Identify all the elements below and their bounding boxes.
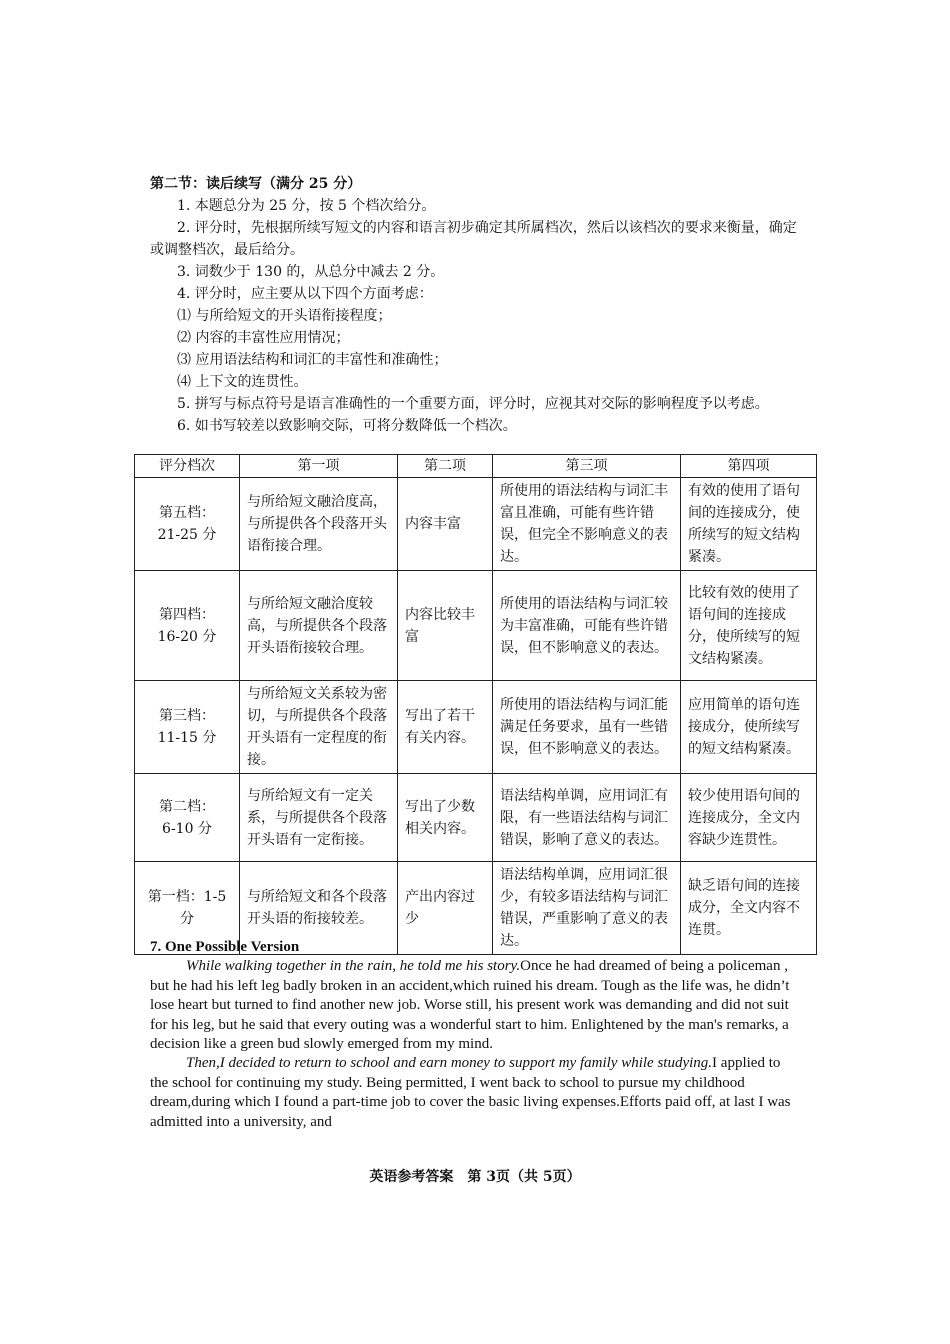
header-level: 评分档次 xyxy=(135,455,240,478)
table-row xyxy=(135,478,817,571)
level-cell: 第五档： 21-25 分 xyxy=(135,478,240,571)
criteria-cell: 比较有效的使用了语句间的连接成分，使所续写的短文结构紧凑。 xyxy=(681,571,817,681)
criteria-cell: 应用简单的语句连接成分，使所续写的短文结构紧凑。 xyxy=(681,681,817,774)
table-row xyxy=(135,774,817,862)
sample-paragraph-1 xyxy=(150,957,800,1054)
rule-3: 3. 词数少于 130 的，从总分中减去 2 分。 xyxy=(177,264,445,280)
rule-1: 1. 本题总分为 25 分，按 5 个档次给分。 xyxy=(177,198,436,214)
table-row xyxy=(135,571,817,681)
paragraph-1-opening: While walking together in the rain, he told me his story. xyxy=(186,958,521,975)
criteria-cell: 内容丰富 xyxy=(398,478,493,571)
level-cell: 第二档： 6-10 分 xyxy=(135,774,240,862)
rule-6: 6. 如书写较差以致影响交际，可将分数降低一个档次。 xyxy=(177,418,517,434)
criteria-cell: 与所给短文关系较为密切，与所提供各个段落开头语有一定程度的衔接。 xyxy=(240,681,398,774)
rule-5: 5. 拼写与标点符号是语言准确性的一个重要方面，评分时，应视其对交际的影响程度予以考虑。 xyxy=(177,396,769,412)
criteria-cell: 所使用的语法结构与词汇丰富且准确，可能有些许错误，但完全不影响意义的表达。 xyxy=(493,478,681,571)
scoring-section xyxy=(150,173,810,437)
criteria-cell: 与所给短文融洽度较高，与所提供各个段落开头语衔接较合理。 xyxy=(240,571,398,681)
header-item-2: 第二项 xyxy=(398,455,493,478)
aspect-3: ⑶ 应用语法结构和词汇的丰富性和准确性； xyxy=(177,352,448,368)
scoring-rubric-table xyxy=(134,454,817,955)
sample-essay xyxy=(150,938,800,1132)
criteria-cell: 写出了少数相关内容。 xyxy=(398,774,493,862)
header-item-1: 第一项 xyxy=(240,455,398,478)
criteria-cell: 所使用的语法结构与词汇能满足任务要求，虽有一些错误，但不影响意义的表达。 xyxy=(493,681,681,774)
section-title: 第二节：读后续写（满分 25 分） xyxy=(150,176,362,192)
header-item-4: 第四项 xyxy=(681,455,817,478)
criteria-cell: 缺乏语句间的连接成分，全文内容不连贯。 xyxy=(681,862,817,955)
criteria-cell: 与所给短文融洽度高，与所提供各个段落开头语衔接合理。 xyxy=(240,478,398,571)
criteria-cell: 与所给短文和各个段落开头语的衔接较差。 xyxy=(240,862,398,955)
aspect-2: ⑵ 内容的丰富性应用情况； xyxy=(177,330,350,346)
criteria-cell: 内容比较丰富 xyxy=(398,571,493,681)
sample-paragraph-2 xyxy=(150,1054,800,1132)
page-footer: 英语参考答案 第 3页（共 5页） xyxy=(369,1169,581,1185)
criteria-cell: 与所给短文有一定关系，与所提供各个段落开头语有一定衔接。 xyxy=(240,774,398,862)
paragraph-2-opening: Then,I decided to return to school and earn money to support my family while studying. xyxy=(186,1055,713,1072)
aspect-1: ⑴ 与所给短文的开头语衔接程度； xyxy=(177,308,392,324)
table-row xyxy=(135,681,817,774)
rule-2: 2. 评分时，先根据所续写短文的内容和语言初步确定其所属档次，然后以该档次的要求来衡量，确定或调整档次，最后给分。 xyxy=(150,220,797,258)
criteria-cell: 有效的使用了语句间的连接成分，使所续写的短文结构紧凑。 xyxy=(681,478,817,571)
criteria-cell: 语法结构单调，应用词汇有限，有一些语法结构与词汇错误，影响了意义的表达。 xyxy=(493,774,681,862)
criteria-cell: 较少使用语句间的连接成分，全文内容缺少连贯性。 xyxy=(681,774,817,862)
aspect-4: ⑷ 上下文的连贯性。 xyxy=(177,374,308,390)
criteria-cell: 语法结构单调，应用词汇很少，有较多语法结构与词汇错误，严重影响了意义的表达。 xyxy=(493,862,681,955)
level-cell: 第四档： 16-20 分 xyxy=(135,571,240,681)
criteria-cell: 所使用的语法结构与词汇较为丰富准确，可能有些许错误，但不影响意义的表达。 xyxy=(493,571,681,681)
level-cell: 第一档：1-5 分 xyxy=(135,862,240,955)
table-header-row xyxy=(135,455,817,478)
paragraph-1-body: Once he had dreamed of being a policeman , but he had his left leg badly broken in an accident,which ruined his dream. Tough as the life was, he didn’t lose heart but turned to find another new job. Worse still, his present work was demanding and did not suit for his leg, but he said that every outing was a wonderful start to him. Enlightened by the man's remarks, a decision like a green bud slowly emerged from my mind. xyxy=(150,958,790,1053)
sample-heading: 7. One Possible Version xyxy=(150,939,300,955)
header-item-3: 第三项 xyxy=(493,455,681,478)
rule-4: 4. 评分时，应主要从以下四个方面考虑： xyxy=(177,286,433,302)
criteria-cell: 产出内容过少 xyxy=(398,862,493,955)
criteria-cell: 写出了若干有关内容。 xyxy=(398,681,493,774)
paragraph-2-body: I applied to the school for continuing my study. Being permitted, I went back to school to pursue my childhood dream,during which I found a part-time job to cover the basic living expenses.Efforts paid off, at last I was admitted into a university, and xyxy=(150,1055,791,1130)
level-cell: 第三档： 11-15 分 xyxy=(135,681,240,774)
